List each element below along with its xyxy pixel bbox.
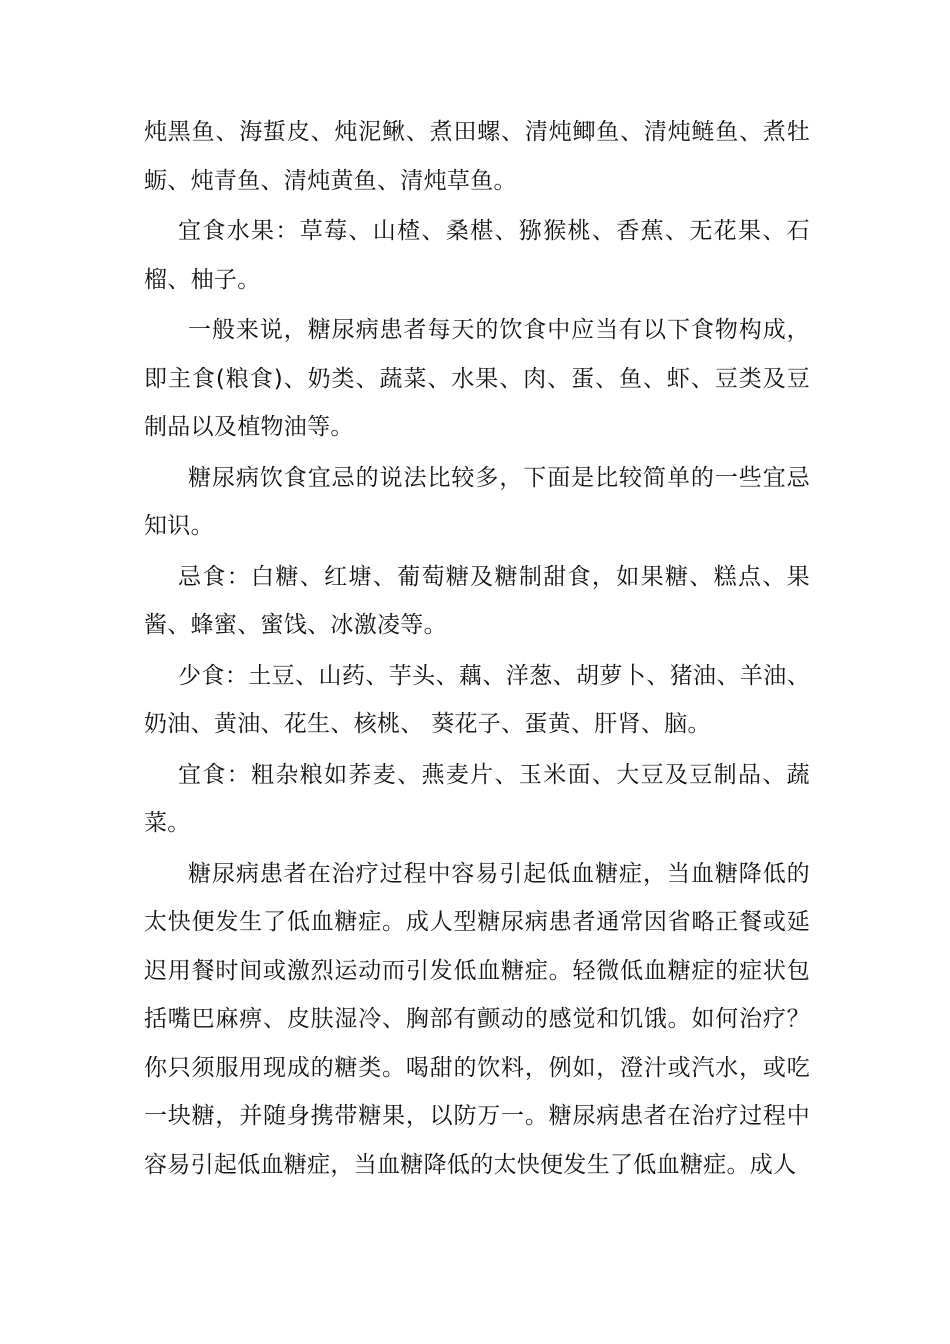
paragraph-recommended-foods: 宜食：粗杂粮如荞麦、燕麦片、玉米面、大豆及豆制品、蔬菜。 bbox=[144, 761, 810, 836]
paragraph-limit-foods: 少食：土豆、山药、芋头、藕、洋葱、胡萝卜、猪油、羊油、奶油、黄油、花生、核桃、 葵花子、蛋黄、肝肾、脑。 bbox=[144, 662, 810, 737]
paragraph-hypoglycemia: 糖尿病患者在治疗过程中容易引起低血糖症，当血糖降低的太快便发生了低血糖症。成人型糖尿病患者通常因省略正餐或延迟用餐时间或激烈运动而引发低血糖症。轻微低血糖症的症状包括嘴巴麻痹、皮肤湿冷、胸部有颤动的感觉和饥饿。如何治疗？你只须服用现成的糖类。喝甜的饮料，例如，澄汁或汽水，或吃一块糖，并随身携带糖果，以防万一。糖尿病患者在治疗过程中容易引起低血糖症，当血糖降低的太快便发生了低血糖症。成人 bbox=[144, 860, 810, 1178]
paragraph-fruits: 宜食水果：草莓、山楂、桑椹、猕猴桃、香蕉、无花果、石榴、柚子。 bbox=[144, 218, 810, 293]
paragraph-fish-list: 炖黑鱼、海蜇皮、炖泥鳅、煮田螺、清炖鲫鱼、清炖鲢鱼、煮牡蛎、炖青鱼、清炖黄鱼、清炖草鱼。 bbox=[144, 119, 810, 194]
paragraph-avoid-foods: 忌食：白糖、红塘、葡萄糖及糖制甜食，如果糖、糕点、果酱、蜂蜜、蜜饯、冰激凌等。 bbox=[144, 563, 810, 638]
document-body bbox=[144, 108, 810, 1191]
paragraph-daily-diet: 一般来说，糖尿病患者每天的饮食中应当有以下食物构成，即主食(粮食)、奶类、蔬菜、水果、肉、蛋、鱼、虾、豆类及豆制品以及植物油等。 bbox=[144, 317, 810, 440]
paragraph-diet-intro: 糖尿病饮食宜忌的说法比较多，下面是比较简单的一些宜忌知识。 bbox=[144, 464, 810, 539]
